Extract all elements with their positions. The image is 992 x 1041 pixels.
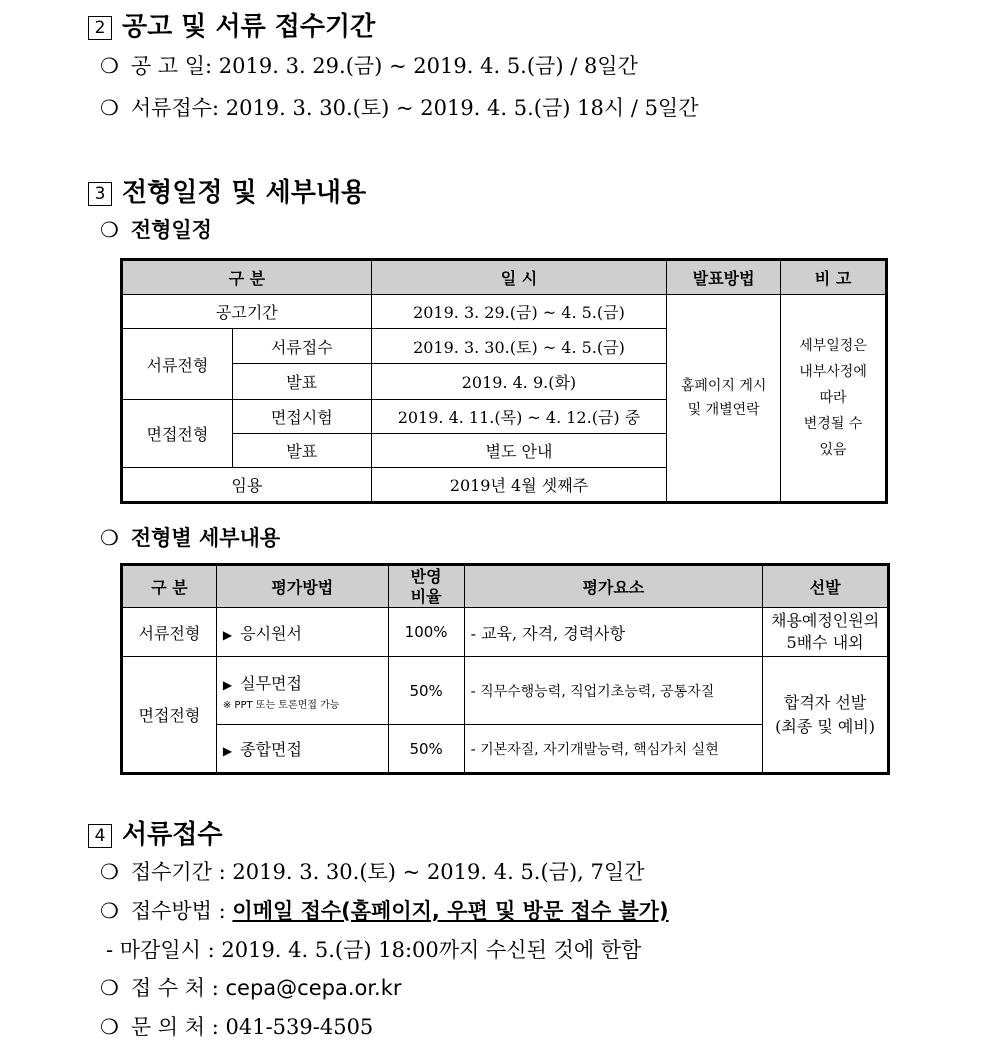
triangle-bullet-icon: ▶	[222, 627, 233, 642]
header-eval-method: 평가방법	[216, 566, 388, 608]
table-row: 공고기간 2019. 3. 29.(금) ~ 4. 5.(금) 홈페이지 게시 및 개별연락 세부일정은 내부사정에 따라 변경될 수 있음	[123, 295, 886, 329]
receipt-method-item: ❍ 접수방법 : 이메일 접수(홈페이지, 우편 및 방문 접수 불가)	[100, 899, 669, 923]
circle-bullet-icon: ❍	[100, 526, 119, 550]
table-row: 임용 2019년 4월 셋째주	[123, 468, 886, 502]
section-3-heading: 3 전형일정 및 세부내용	[88, 172, 366, 209]
header-division: 구 분	[123, 261, 372, 295]
table-row: 면접전형 ▶ 실무면접 ※ PPT 또는 토론면접 가능 50% - 직무수행능력, 직업기초능력, 공통자질 합격자 선발 (최종 및 예비)	[123, 657, 888, 725]
header-ratio: 반영 비율	[388, 566, 464, 608]
circle-bullet-icon: ❍	[100, 96, 119, 120]
header-division: 구 분	[123, 566, 217, 608]
section-number-box: 4	[88, 824, 112, 848]
triangle-bullet-icon: ▶	[222, 677, 233, 692]
header-announce-method: 발표방법	[667, 261, 781, 295]
table-row: 면접전형 면접시험 2019. 4. 11.(목) ~ 4. 12.(금) 중	[123, 400, 886, 434]
section-2-heading: 2 공고 및 서류 접수기간	[88, 6, 375, 43]
receipt-period-item: ❍ 접수기간 : 2019. 3. 30.(토) ~ 2019. 4. 5.(금), 7일간	[100, 860, 645, 884]
deadline-item: - 마감일시 : 2019. 4. 5.(금) 18:00까지 수신된 것에 한함	[106, 938, 642, 962]
circle-bullet-icon: ❍	[100, 899, 119, 923]
header-selection: 선발	[763, 566, 888, 608]
header-datetime: 일 시	[371, 261, 667, 295]
receipt-place-item: ❍ 접 수 처 : cepa@cepa.or.kr	[100, 976, 402, 1000]
document-receipt-item: ❍ 서류접수: 2019. 3. 30.(토) ~ 2019. 4. 5.(금) 18시 / 5일간	[100, 96, 699, 120]
table-row: 발표 별도 안내	[123, 434, 886, 468]
schedule-table	[122, 260, 886, 502]
announcement-date-item: ❍ 공 고 일: 2019. 3. 29.(금) ~ 2019. 4. 5.(금) / 8일간	[100, 54, 638, 78]
table-row: 서류전형 서류접수 2019. 3. 30.(토) ~ 4. 5.(금)	[123, 329, 886, 364]
triangle-bullet-icon: ▶	[222, 744, 233, 758]
table-row: 서류전형 ▶ 응시원서 100% - 교육, 자격, 경력사항 채용예정인원의 5배수 내외	[123, 608, 888, 657]
email-address[interactable]: cepa@cepa.or.kr	[225, 976, 402, 1000]
circle-bullet-icon: ❍	[100, 218, 119, 242]
evaluation-detail-table	[122, 565, 888, 773]
section-number-box: 3	[88, 182, 112, 206]
interview-note: ※ PPT 또는 토론면접 가능	[222, 699, 340, 711]
detail-subheading: ❍ 전형별 세부내용	[100, 526, 281, 550]
table-row: ▶ 종합면접 50% - 기본자질, 자기개발능력, 핵심가치 실현	[123, 725, 888, 773]
remarks-cell: 세부일정은 내부사정에 따라 변경될 수 있음	[781, 295, 886, 502]
header-remarks: 비 고	[781, 261, 886, 295]
circle-bullet-icon: ❍	[100, 1015, 119, 1039]
circle-bullet-icon: ❍	[100, 860, 119, 884]
header-eval-factor: 평가요소	[464, 566, 763, 608]
table-row: 발표 2019. 4. 9.(화)	[123, 364, 886, 400]
contact-item: ❍ 문 의 처 : 041-539-4505	[100, 1015, 374, 1039]
circle-bullet-icon: ❍	[100, 54, 119, 78]
section-number-box: 2	[88, 16, 112, 40]
announce-method-cell: 홈페이지 게시 및 개별연락	[667, 295, 781, 502]
schedule-subheading: ❍ 전형일정	[100, 218, 212, 242]
circle-bullet-icon: ❍	[100, 976, 119, 1000]
section-4-heading: 4 서류접수	[88, 814, 222, 851]
